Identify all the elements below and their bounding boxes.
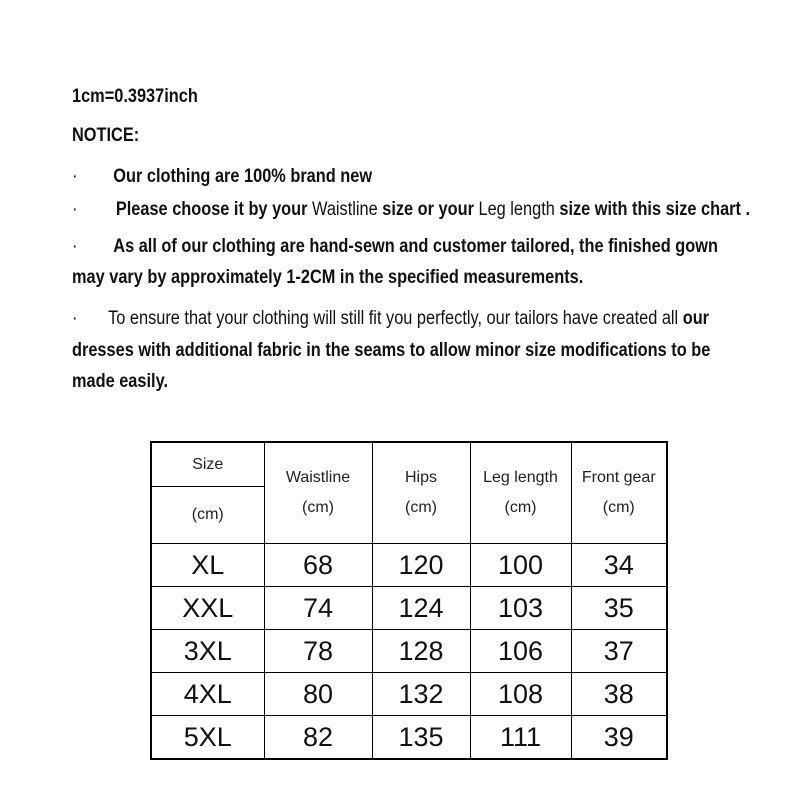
header-label: Front gear (581, 469, 656, 486)
front-gear-cell: 38 (571, 673, 667, 716)
notice-item-2 (72, 199, 750, 221)
size-cell: 5XL (151, 716, 264, 760)
front-gear-cell: 37 (571, 630, 667, 673)
header-unit: (cm) (602, 499, 635, 516)
size-chart-table (150, 441, 668, 760)
header-leg-length (470, 442, 571, 544)
leg-length-cell: 106 (470, 630, 571, 673)
unit-conversion: 1cm=0.3937inch (72, 86, 198, 107)
header-size: Size (151, 442, 264, 487)
notice-text-leg-length: Leg length (478, 199, 555, 220)
notice-text: To ensure that your clothing will still fit you perfectly, our tailors have created all (108, 308, 683, 329)
header-waistline (264, 442, 372, 544)
notice-text: As all of our clothing are hand-sewn and customer tailored, the finished gown (113, 236, 718, 257)
table-row (151, 716, 667, 760)
waistline-cell: 80 (264, 673, 372, 716)
leg-length-cell: 111 (470, 716, 571, 760)
front-gear-cell: 39 (571, 716, 667, 760)
header-unit: (cm) (405, 499, 437, 516)
size-cell: 4XL (151, 673, 264, 716)
header-label: Leg length (483, 469, 558, 486)
notice-text: size with this size chart . (554, 199, 751, 220)
notice-item-3 (72, 236, 718, 258)
header-unit: (cm) (302, 499, 334, 516)
front-gear-cell: 35 (571, 587, 667, 630)
leg-length-cell: 103 (470, 587, 571, 630)
waistline-cell: 68 (264, 544, 372, 587)
leg-length-cell: 108 (470, 673, 571, 716)
notice-item-4 (72, 308, 709, 330)
notice-text: our (682, 308, 710, 329)
leg-length-cell: 100 (470, 544, 571, 587)
front-gear-cell: 34 (571, 544, 667, 587)
header-label: Hips (404, 469, 437, 486)
size-cell: XL (151, 544, 264, 587)
notice-text-waistline: Waistline (312, 199, 378, 220)
hips-cell: 135 (372, 716, 470, 760)
bullet-icon: · (72, 308, 78, 329)
table-row (151, 587, 667, 630)
hips-cell: 120 (372, 544, 470, 587)
hips-cell: 124 (372, 587, 470, 630)
table-row (151, 630, 667, 673)
header-size-unit: (cm) (151, 487, 264, 544)
hips-cell: 132 (372, 673, 470, 716)
notice-item-3-cont: may vary by approximately 1-2CM in the specified measurements. (72, 267, 584, 288)
bullet-icon: · (72, 166, 78, 187)
notice-item-4-cont: made easily. (72, 371, 168, 392)
header-front-gear (571, 442, 667, 544)
waistline-cell: 74 (264, 587, 372, 630)
header-label: Waistline (285, 469, 351, 486)
table-row (151, 544, 667, 587)
notice-text: Please choose it by your (115, 199, 313, 220)
table-row (151, 673, 667, 716)
table-header-row (151, 442, 667, 487)
size-cell: XXL (151, 587, 264, 630)
notice-item-1 (72, 166, 372, 188)
waistline-cell: 78 (264, 630, 372, 673)
hips-cell: 128 (372, 630, 470, 673)
notice-title: NOTICE: (72, 125, 140, 146)
bullet-icon: · (72, 236, 78, 257)
notice-item-4-cont: dresses with additional fabric in the seams to allow minor size modifications to be (72, 340, 711, 361)
waistline-cell: 82 (264, 716, 372, 760)
header-hips (372, 442, 470, 544)
notice-text: size or your (377, 199, 479, 220)
notice-text: Our clothing are 100% brand new (113, 166, 373, 187)
bullet-icon: · (72, 199, 78, 220)
size-cell: 3XL (151, 630, 264, 673)
header-unit: (cm) (504, 499, 537, 516)
